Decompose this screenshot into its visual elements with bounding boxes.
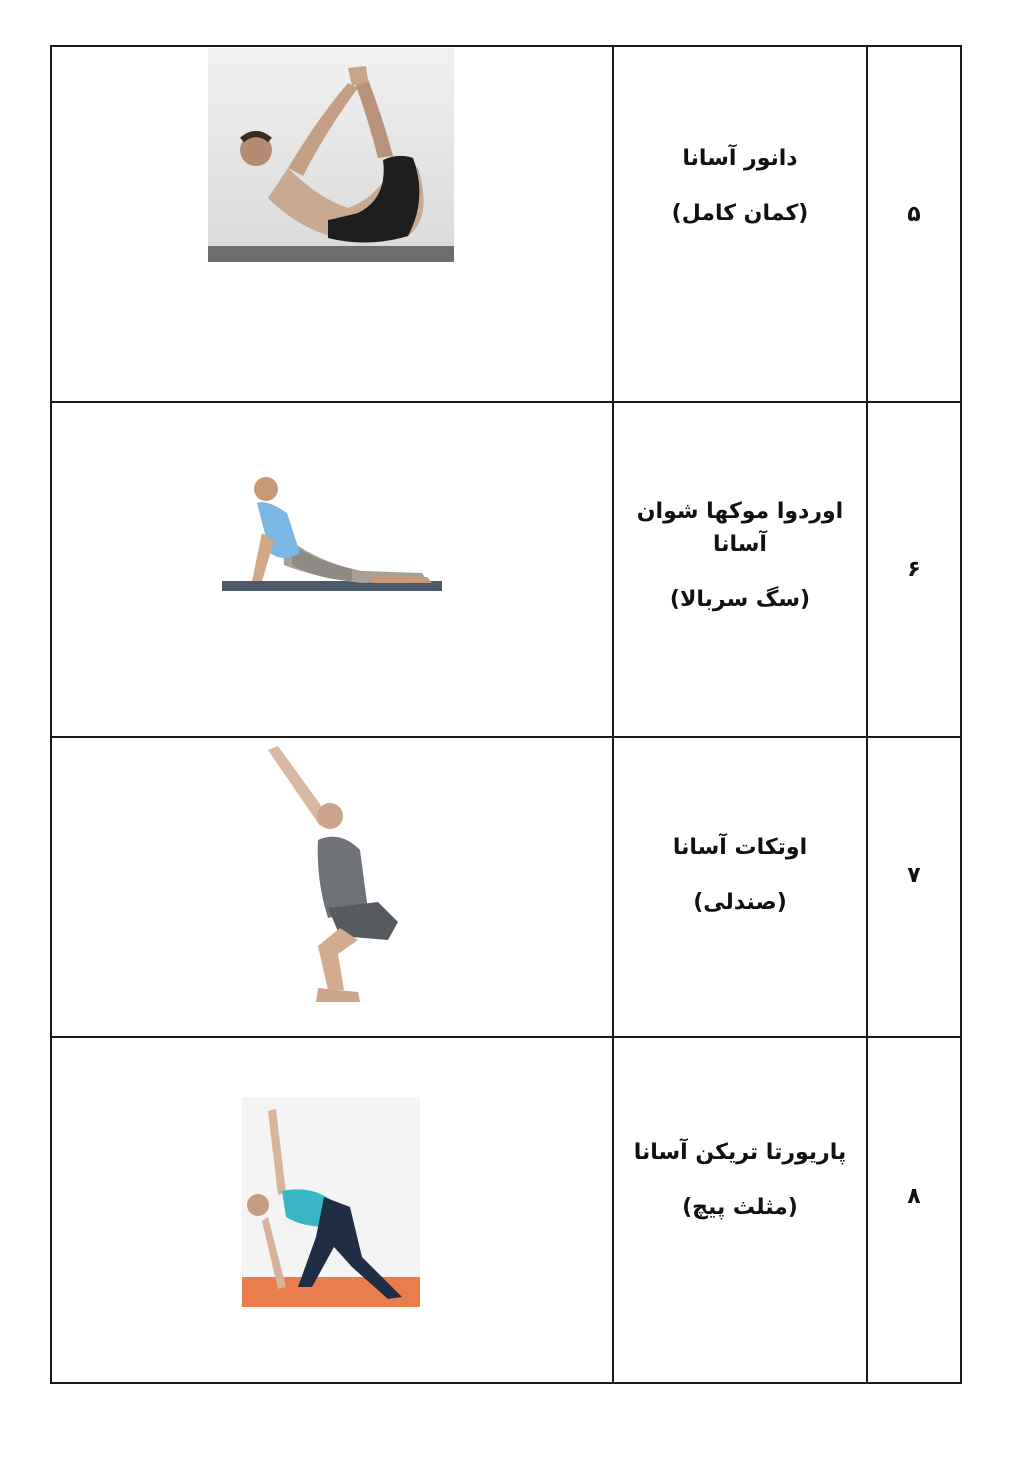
upward-dog-pose-photo	[222, 473, 442, 597]
chair-pose-photo	[248, 740, 416, 1012]
revolved-triangle-pose-photo	[242, 1097, 420, 1307]
pose-number-text: ۵	[907, 201, 921, 227]
pose-translation: (صندلی)	[693, 890, 787, 915]
table-row	[51, 1037, 961, 1383]
pose-name: اوردوا موکها شوان آسانا	[636, 499, 844, 557]
pose-number-text: ۶	[907, 557, 921, 582]
pose-number	[867, 1037, 961, 1383]
pose-name: اوتکات آسانا	[672, 835, 808, 860]
pose-image-cell	[51, 737, 613, 1037]
pose-image-cell	[51, 402, 613, 737]
pose-name-cell	[613, 1037, 867, 1383]
pose-number	[867, 737, 961, 1037]
pose-number	[867, 402, 961, 737]
pose-number	[867, 46, 961, 402]
table-row	[51, 737, 961, 1037]
table-row	[51, 46, 961, 402]
pose-name-cell	[613, 46, 867, 402]
pose-image-cell	[51, 1037, 613, 1383]
pose-name-cell	[613, 402, 867, 737]
pose-translation: (سگ سربالا)	[669, 587, 811, 612]
pose-image-cell	[51, 46, 613, 402]
bow-pose-photo	[208, 48, 454, 262]
pose-translation: (مثلث پیچ)	[682, 1195, 798, 1220]
pose-number-text: ۷	[907, 862, 921, 888]
pose-name: دانور آسانا	[682, 146, 798, 171]
pose-translation: (کمان کامل)	[671, 201, 809, 226]
yoga-poses-table	[50, 45, 962, 1384]
pose-name-cell	[613, 737, 867, 1037]
pose-number-text: ۸	[907, 1183, 921, 1209]
pose-name: پاریورتا تریکن آسانا	[633, 1140, 847, 1165]
table-row	[51, 402, 961, 737]
